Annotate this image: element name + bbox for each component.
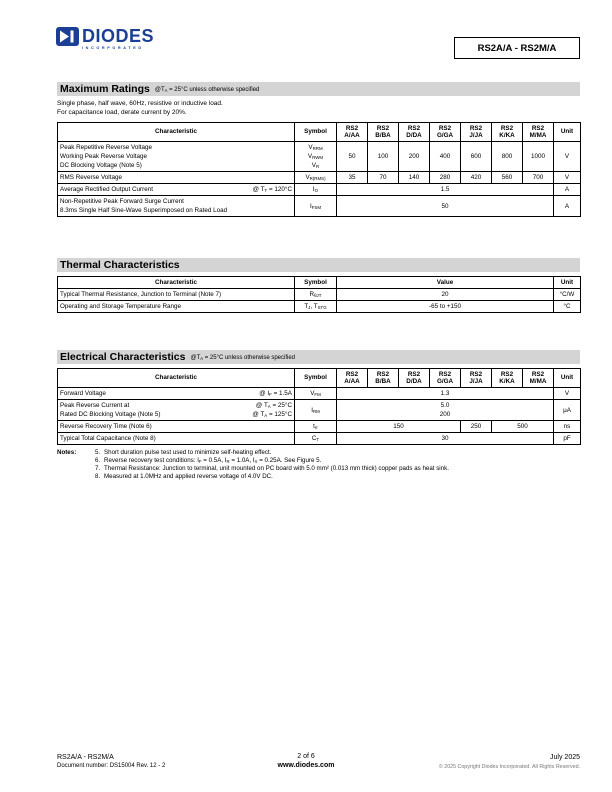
diodes-logo <box>56 27 154 50</box>
col-rs2-dda: RS2 D/DA <box>399 123 430 142</box>
symbol-cell: $V_{R(RMS)}$ <box>295 172 337 184</box>
table-row-reverse-voltage <box>58 142 581 172</box>
value-cell: 400 <box>430 142 461 172</box>
maximum-ratings-table <box>57 122 581 217</box>
notes-label: Notes: <box>57 449 77 456</box>
characteristic-cell: Forward Voltage @ $I_F = 1.5A$ <box>58 388 295 400</box>
section-title: Thermal Characteristics <box>60 259 180 271</box>
col-rs2-jja: RS2 J/JA <box>461 123 492 142</box>
symbol-cell: $V_{FM}$ <box>295 388 337 400</box>
note-item: 6. Reverse recovery test conditions: $I_F = 0.5A$, $I_R = 1.0A$, $I_{rr} = 0.25A$. See Figure 5. <box>95 457 322 465</box>
footer-copyright: © 2025 Copyright Diodes Incorporated. All Rights Reserved. <box>438 764 580 770</box>
value-cell: 1000 <box>523 142 554 172</box>
characteristic-cell: Average Rectified Output Current @ $T_T = 120^\circ C$ <box>58 184 295 196</box>
diodes-logo-mark-icon <box>56 27 79 47</box>
unit-cell: °C <box>554 300 581 312</box>
col-unit: Unit <box>554 123 581 142</box>
value-cell: 30 <box>337 433 554 445</box>
value-cell: 1.3 <box>337 388 554 400</box>
value-cell: 280 <box>430 172 461 184</box>
value-cell: 20 <box>337 288 554 300</box>
value-cell: 800 <box>492 142 523 172</box>
notes-list <box>95 449 449 481</box>
characteristic-cell: RMS Reverse Voltage <box>58 172 295 184</box>
col-characteristic: Characteristic <box>58 123 295 142</box>
table-header-row <box>58 369 581 388</box>
intro-line: For capacitance load, derate current by 20%. <box>57 109 187 116</box>
unit-cell: °C/W <box>554 288 581 300</box>
col-rs2-bba: RS2 B/BA <box>368 369 399 388</box>
footer-part-number: RS2A/A - RS2M/A <box>57 754 114 761</box>
thermal-header <box>57 258 580 272</box>
intro-line: Single phase, half wave, 60Hz, resistive or inductive load. <box>57 100 223 107</box>
characteristic-cell: Typical Total Capacitance (Note 8) <box>58 433 295 445</box>
footer-website-link[interactable]: www.diodes.com <box>277 762 335 769</box>
table-header-row <box>58 277 581 289</box>
footer-doc-number: Document number: DS15004 Rev. 12 - 2 <box>57 763 166 769</box>
value-cell: 500 <box>492 421 554 433</box>
unit-cell: V <box>554 388 581 400</box>
characteristic-cell: Reverse Recovery Time (Note 6) <box>58 421 295 433</box>
table-row-forward-voltage <box>58 388 581 400</box>
col-rs2-aaa: RS2 A/AA <box>337 123 368 142</box>
value-cell: 70 <box>368 172 399 184</box>
col-rs2-mma: RS2 M/MA <box>523 369 554 388</box>
col-unit: Unit <box>554 369 581 388</box>
value-cell: 5.0 200 <box>337 400 554 421</box>
col-rs2-aaa: RS2 A/AA <box>337 369 368 388</box>
logo-wordmark: DIODES <box>82 26 155 46</box>
unit-cell: A <box>554 196 581 217</box>
col-rs2-kka: RS2 K/KA <box>492 123 523 142</box>
symbol-cell: $R_{\theta JT}$ <box>295 288 337 300</box>
value-cell: 50 <box>337 142 368 172</box>
footer-right <box>439 754 580 770</box>
value-cell: 560 <box>492 172 523 184</box>
max-ratings-intro <box>57 99 580 117</box>
col-unit: Unit <box>554 277 581 289</box>
col-rs2-jja: RS2 J/JA <box>461 369 492 388</box>
symbol-cell: $V_{RRM}$ $V_{RWM}$ $V_R$ <box>295 142 337 172</box>
col-rs2-kka: RS2 K/KA <box>492 369 523 388</box>
col-rs2-bba: RS2 B/BA <box>368 123 399 142</box>
table-row-reverse-recovery-time <box>58 421 581 433</box>
electrical-table <box>57 368 581 445</box>
characteristic-cell: Typical Thermal Resistance, Junction to Terminal (Note 7) <box>58 288 295 300</box>
value-cell: 150 <box>337 421 461 433</box>
value-cell: -65 to +150 <box>337 300 554 312</box>
col-rs2-gga: RS2 G/GA <box>430 123 461 142</box>
value-cell: 50 <box>337 196 554 217</box>
note-item: 5. Short duration pulse test used to minimize self-heating effect. <box>95 449 272 456</box>
symbol-cell: $I_O$ <box>295 184 337 196</box>
value-cell: 100 <box>368 142 399 172</box>
col-value: Value <box>337 277 554 289</box>
value-cell: 600 <box>461 142 492 172</box>
unit-cell: A <box>554 184 581 196</box>
symbol-cell: $I_{FSM}$ <box>295 196 337 217</box>
unit-cell: V <box>554 142 581 172</box>
thermal-section <box>57 258 580 313</box>
col-symbol: Symbol <box>295 369 337 388</box>
table-row-rms-reverse-voltage <box>58 172 581 184</box>
symbol-cell: $I_{RM}$ <box>295 400 337 421</box>
characteristic-cell: Peak Repetitive Reverse Voltage Working Peak Reverse Voltage DC Blocking Voltage (Note 5) <box>58 142 295 172</box>
section-condition: $@T_A = 25^\circ C$ unless otherwise specified <box>154 87 260 94</box>
symbol-cell: $C_T$ <box>295 433 337 445</box>
table-row-output-current <box>58 184 581 196</box>
thermal-table <box>57 276 581 313</box>
col-rs2-mma: RS2 M/MA <box>523 123 554 142</box>
symbol-cell: $t_{rr}$ <box>295 421 337 433</box>
unit-cell: μA <box>554 400 581 421</box>
table-row-thermal-resistance <box>58 288 581 300</box>
electrical-section <box>57 350 580 445</box>
value-cell: 35 <box>337 172 368 184</box>
unit-cell: pF <box>554 433 581 445</box>
section-title: Maximum Ratings <box>60 83 150 95</box>
diodes-logo-text <box>82 27 154 50</box>
section-title: Electrical Characteristics <box>60 351 186 363</box>
value-cell: 700 <box>523 172 554 184</box>
value-cell: 250 <box>461 421 492 433</box>
note-item: 7. Thermal Resistance: Junction to terminal, unit mounted on PC board with 5.0 mm² (0.013 mm thick) copper pads as heat sink. <box>95 465 449 472</box>
table-row-total-capacitance <box>58 433 581 445</box>
electrical-header <box>57 350 580 364</box>
table-row-surge-current <box>58 196 581 217</box>
characteristic-cell: Peak Reverse Current at @ $T_A = 25^\circ C$ Rated DC Blocking Voltage (Note 5) @ $T_A = 125^\circ C$ <box>58 400 295 421</box>
characteristic-cell: Operating and Storage Temperature Range <box>58 300 295 312</box>
col-characteristic: Characteristic <box>58 369 295 388</box>
note-item: 8. Measured at 1.0MHz and applied reverse voltage of 4.0V DC. <box>95 473 273 480</box>
value-cell: 140 <box>399 172 430 184</box>
symbol-cell: $T_J$, $T_{STG}$ <box>295 300 337 312</box>
section-condition: $@T_A = 25^\circ C$ unless otherwise specified <box>190 355 296 362</box>
table-row-temperature-range <box>58 300 581 312</box>
page-footer <box>0 752 612 782</box>
notes-section <box>57 449 580 481</box>
footer-date: July 2025 <box>550 754 580 761</box>
maximum-ratings-section <box>57 82 580 217</box>
maximum-ratings-header <box>57 82 580 96</box>
col-rs2-dda: RS2 D/DA <box>399 369 430 388</box>
col-characteristic: Characteristic <box>58 277 295 289</box>
col-symbol: Symbol <box>295 277 337 289</box>
value-cell: 1.5 <box>337 184 554 196</box>
characteristic-cell: Non-Repetitive Peak Forward Surge Current 8.3ms Single Half Sine-Wave Superimposed on Rated Load <box>58 196 295 217</box>
value-cell: 200 <box>399 142 430 172</box>
unit-cell: ns <box>554 421 581 433</box>
logo-incorporated: INCORPORATED <box>82 46 144 50</box>
table-row-reverse-current <box>58 400 581 421</box>
col-rs2-gga: RS2 G/GA <box>430 369 461 388</box>
unit-cell: V <box>554 172 581 184</box>
table-header-row <box>58 123 581 142</box>
value-cell: 420 <box>461 172 492 184</box>
col-symbol: Symbol <box>295 123 337 142</box>
footer-page-number: 2 of 6 <box>297 753 315 760</box>
part-number-box: RS2A/A - RS2M/A <box>454 37 580 59</box>
